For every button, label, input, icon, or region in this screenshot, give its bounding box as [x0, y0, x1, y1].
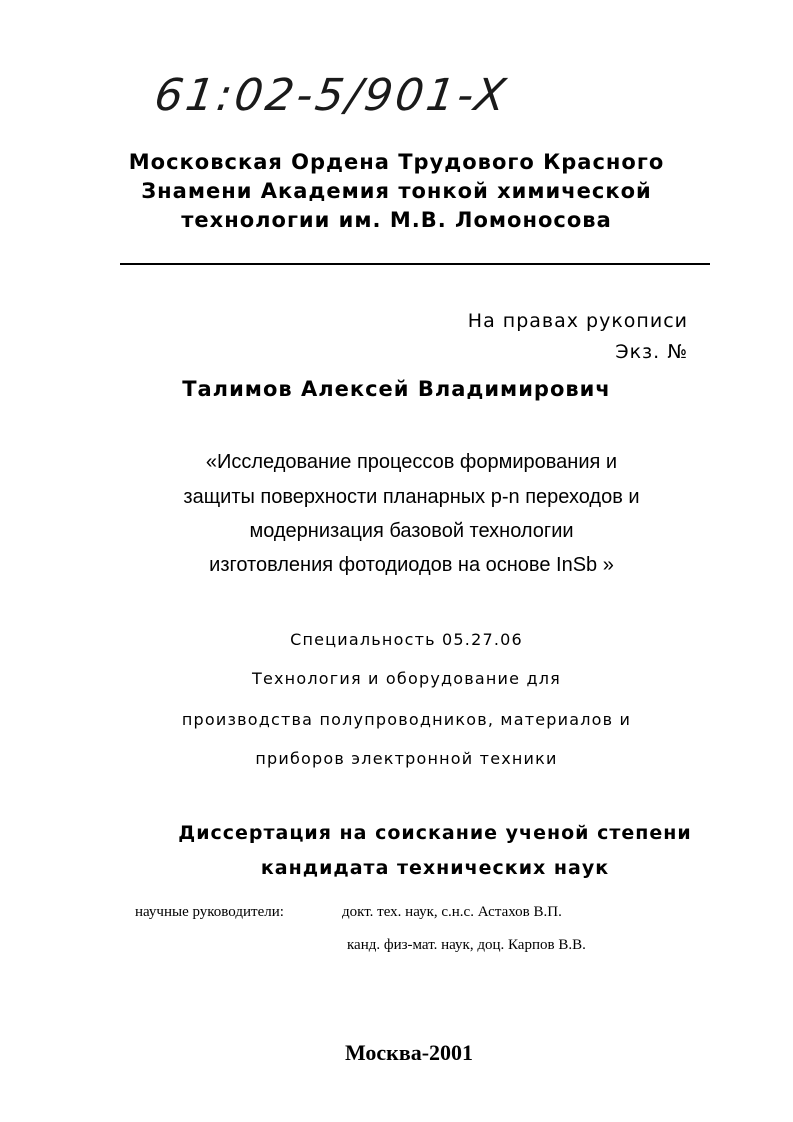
title-line-3: модернизация базовой технологии: [249, 520, 574, 542]
specialty-line-4: приборов электронной техники: [255, 749, 558, 768]
copy-number: Экз. №: [615, 341, 688, 363]
dissertation-line-1: Диссертация на соискание ученой степени: [178, 822, 692, 844]
city-year: Москва-2001: [344, 1040, 474, 1065]
title-line-1: «Исследование процессов формирования и: [205, 451, 618, 473]
specialty-line-3: производства полупроводников, материалов и: [181, 710, 632, 729]
archive-handwritten-mark: 61:02-5/901-X: [151, 70, 512, 121]
dissertation-line-2: кандидата технических наук: [260, 857, 610, 879]
title-line-4: изготовления фотодиодов на основе InSb »: [209, 554, 614, 576]
manuscript-rights: На правах рукописи: [467, 310, 688, 332]
institution-line-1: Московская Ордена Трудового Красного: [128, 150, 665, 174]
supervisor-1: докт. тех. наук, с.н.с. Астахов В.П.: [342, 904, 562, 920]
institution-line-2: Знамени Академия тонкой химической: [141, 179, 652, 203]
institution-line-3: технологии им. М.В. Ломоносова: [181, 208, 612, 232]
author-name: Талимов Алексей Владимирович: [182, 377, 611, 401]
supervisor-2: канд. физ-мат. наук, доц. Карпов В.В.: [347, 937, 586, 953]
title-line-2: защиты поверхности планарных p-n переходов и: [183, 486, 640, 508]
header-divider: [120, 263, 710, 265]
supervisors-label: научные руководители:: [135, 904, 284, 920]
specialty-line-2: Технология и оборудование для: [251, 669, 561, 688]
specialty-code: Специальность 05.27.06: [290, 630, 523, 649]
